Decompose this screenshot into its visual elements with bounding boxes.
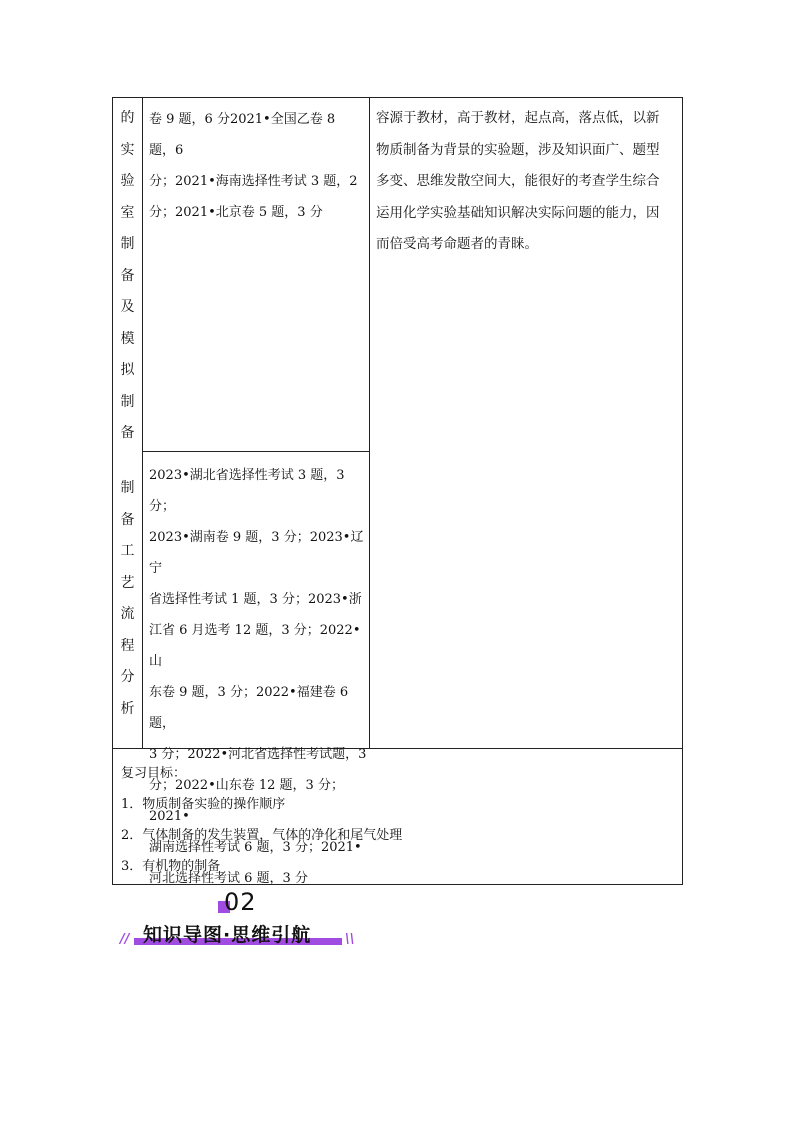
section-number: 02 (224, 888, 257, 916)
row2-exam-list: 2023•湖北省选择性考试 3 题，3 分； 2023•湖南卷 9 题，3 分；2023•辽宁 省选择性考试 1 题，3 分；2023•浙 江省 6 月选考 12 题，3 分；2022•山 东卷 9 题，3 分；2022•福建卷 6 题， 3 分；2022•河北省选择性考试题，3 分；2022•山东卷 12 题，3 分；2021• 湖南选择性考试 6 题，3 分；2021• 河北选择性考试 6 题，3 分 (149, 468, 367, 886)
section-title: 知识导图·思维引航 (143, 924, 312, 946)
goal-item: 3．有机物的制备 (121, 859, 221, 874)
left-slash-icon: // (120, 932, 130, 947)
review-goals (121, 758, 671, 882)
table-divider (142, 98, 143, 748)
goal-item: 2．气体制备的发生装置，气体的净化和尾气处理 (121, 828, 403, 843)
right-slash-icon: \\ (345, 932, 355, 947)
analysis-text: 容源于教材，高于教材，起点高，落点低，以新 物质制备为背景的实验题，涉及知识面广、题型 多变、思维发散空间大，能很好的考查学生综合 运用化学实验基础知识解决实际问题的能力，因 而倍受高考命题者的青睐。 (376, 110, 660, 252)
row1-exam-list: 卷 9 题，6 分2021•全国乙卷 8 题，6 分；2021•海南选择性考试 3 题，2 分；2021•北京卷 5 题，3 分 (149, 112, 358, 220)
section-heading (120, 888, 360, 952)
table-divider (142, 451, 370, 452)
exam-table (112, 97, 683, 885)
row2-topic-label: 制 备 工 艺 流 程 分 析 (120, 480, 135, 717)
goal-item: 1．物质制备实验的操作顺序 (121, 797, 286, 812)
table-divider (369, 98, 370, 748)
review-goals-title: 复习目标： (121, 766, 187, 781)
row1-topic-label: 的 实 验 室 制 备 及 模 拟 制 备 (120, 110, 135, 441)
